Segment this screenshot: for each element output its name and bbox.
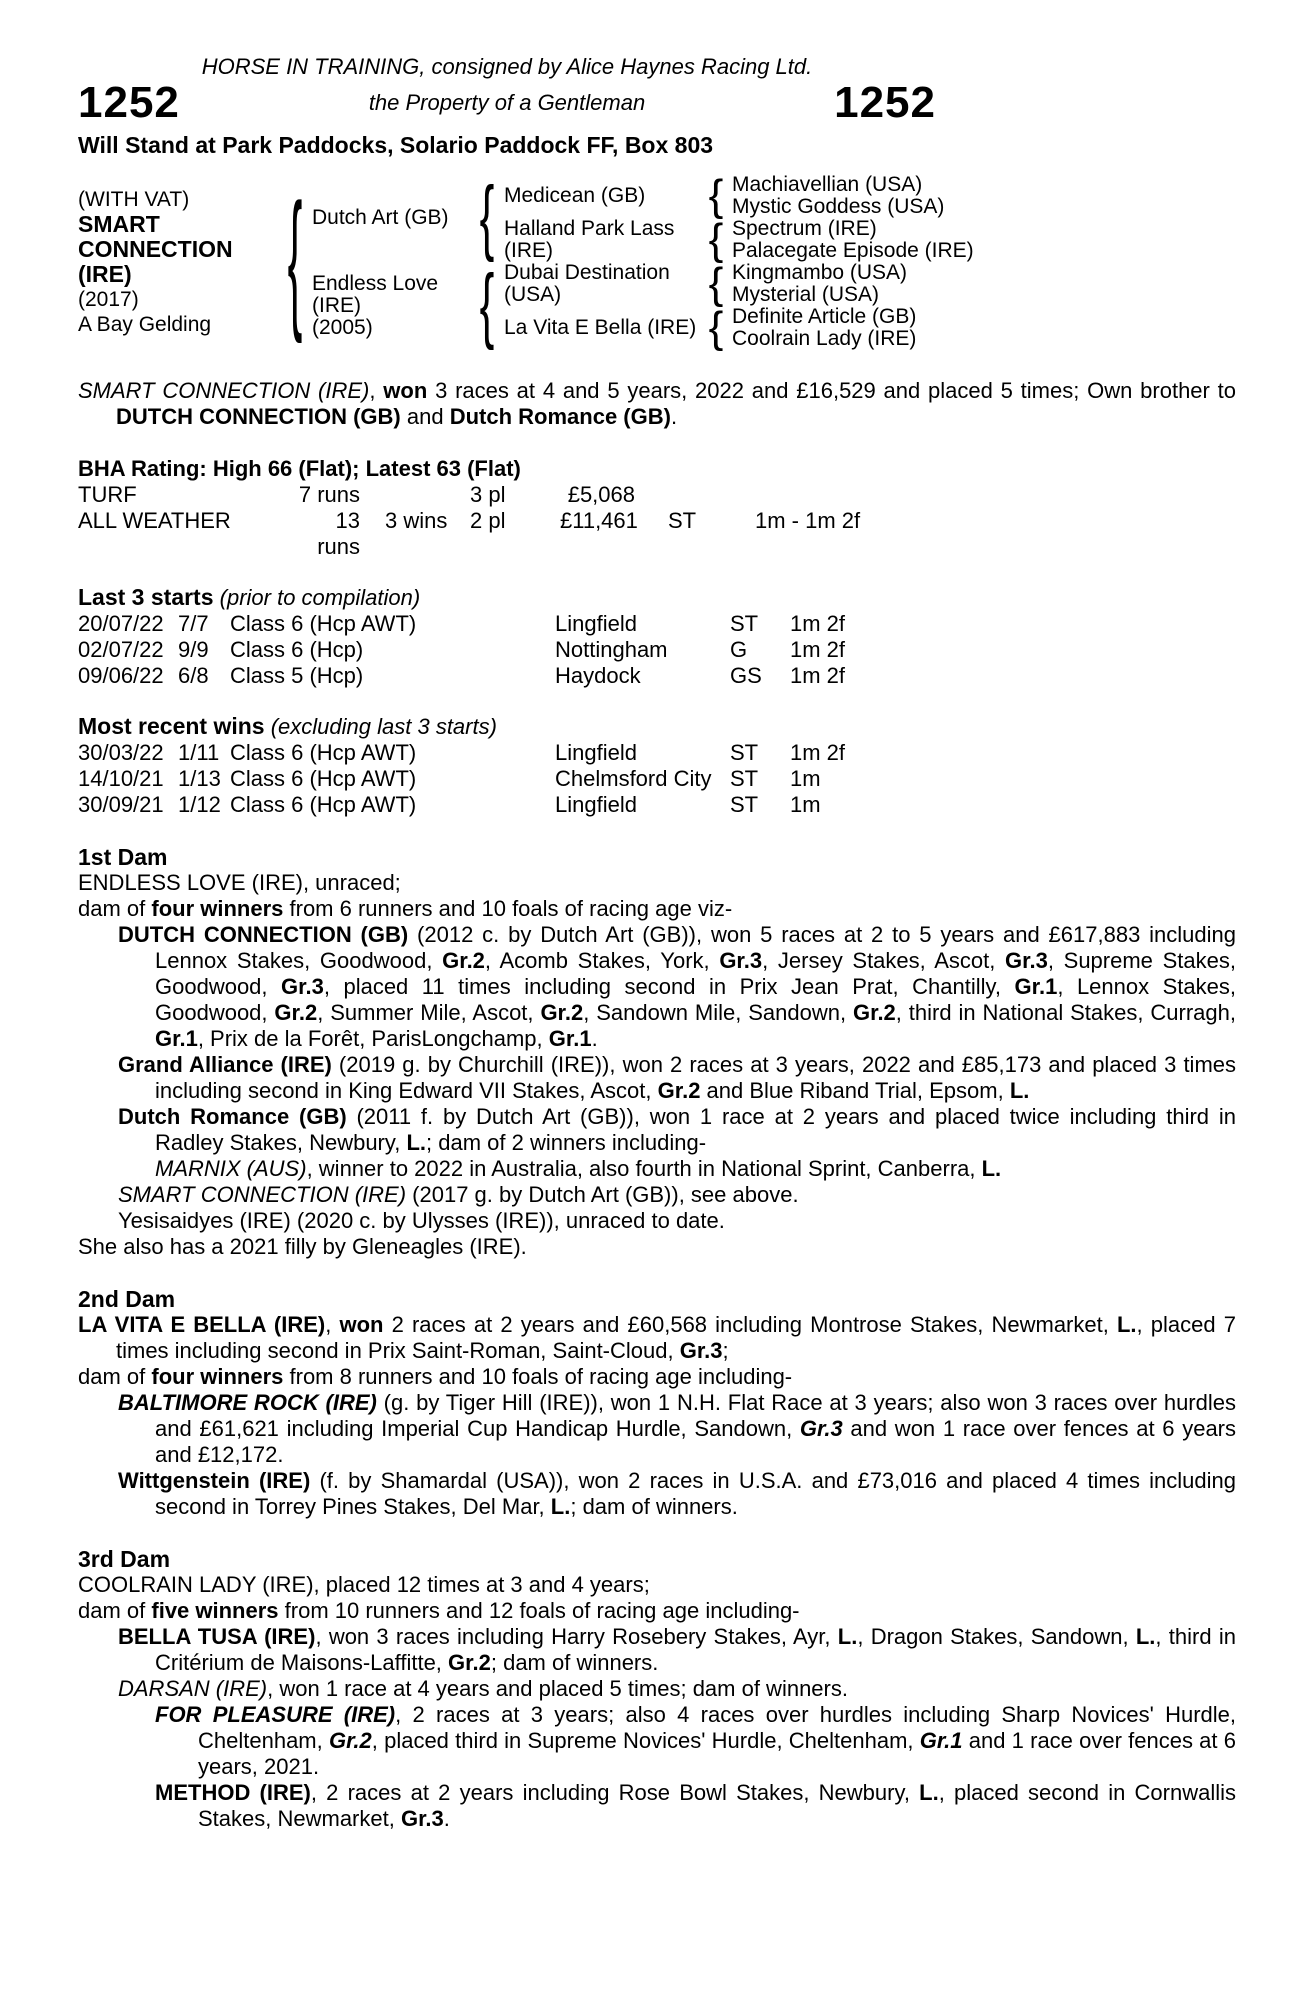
text-run: , placed 11 times including second in Prix Jean Prat, Chantilly, xyxy=(323,974,1015,999)
table-row xyxy=(78,663,1236,689)
text-run: and xyxy=(400,404,450,429)
text-run: L. xyxy=(550,1494,571,1519)
text-run: dam of xyxy=(78,1598,152,1623)
great-grandparent: Coolrain Lady (IRE) xyxy=(732,327,917,350)
table-cell: ST xyxy=(730,766,759,791)
text-run: Gr.2 xyxy=(448,1650,491,1675)
text-run: , placed 7 times including second in Prix Saint-Roman, Saint-Cloud, xyxy=(116,1312,1236,1363)
text-run: L. xyxy=(981,1156,1002,1181)
table-cell: £5,068 xyxy=(567,482,635,507)
text-run: , Summer Mile, Ascot, xyxy=(317,1000,541,1025)
text-run: from 10 runners and 12 foals of racing age including- xyxy=(278,1598,800,1623)
text-run: Gr.3 xyxy=(679,1338,723,1363)
text-run: and 1 race over fences at 6 years, 2021. xyxy=(198,1728,1236,1779)
table-cell: 1m 2f xyxy=(790,663,846,688)
text-run: FOR PLEASURE (IRE) xyxy=(155,1702,396,1727)
bha-table xyxy=(78,482,1236,560)
ancestor-name: Medicean (GB) xyxy=(504,184,646,207)
pedigree-brace-sire: { xyxy=(479,170,495,264)
text-run: Grand Alliance (IRE) xyxy=(118,1052,332,1077)
table-cell xyxy=(360,482,470,508)
table-row xyxy=(78,637,1236,663)
text-run: . xyxy=(591,1026,598,1051)
text-run: won xyxy=(383,378,428,403)
table-row xyxy=(78,611,1236,637)
pedigree-grandsire-1 xyxy=(504,185,700,207)
table-cell: 14/10/21 xyxy=(78,766,164,791)
text-run: ; dam of 2 winners including- xyxy=(426,1130,707,1155)
text-run: (f. by Shamardal (USA)), won 2 races in U.S.A. and £73,016 and placed 4 times including second in Torrey Pines Stakes, Del Mar, xyxy=(155,1468,1236,1519)
dam-heading: 2nd Dam xyxy=(78,1286,176,1312)
text-run: Gr.3 xyxy=(400,1806,444,1831)
pedigree-paragraph xyxy=(78,1780,1236,1832)
text-run: (2017 g. by Dutch Art (GB)), see above. xyxy=(406,1182,799,1207)
text-run: Gr.1 xyxy=(548,1026,592,1051)
horse-description: A Bay Gelding xyxy=(78,313,212,336)
pedigree-paragraph xyxy=(78,1702,1236,1780)
table-cell: £11,461 xyxy=(560,508,638,533)
horse-name-line2: CONNECTION (IRE) xyxy=(78,236,233,287)
table-cell: 1m xyxy=(790,766,821,791)
text-run: , third in Critérium de Maisons-Laffitte, xyxy=(155,1624,1236,1675)
pedigree-paragraph xyxy=(78,1312,1236,1364)
text-run: from 6 runners and 10 foals of racing age viz- xyxy=(283,896,733,921)
text-run: , winner to 2022 in Australia, also fourth in National Sprint, Canberra, xyxy=(306,1156,982,1181)
text-run: Gr.2 xyxy=(657,1078,701,1103)
table-cell: 7/7 xyxy=(178,611,209,636)
table-cell xyxy=(755,482,1236,508)
stand-location-line: Will Stand at Park Paddocks, Solario Paddock FF, Box 803 xyxy=(78,132,714,158)
text-run: Gr.3 xyxy=(719,948,763,973)
pedigree-brace-pair4: { xyxy=(708,303,724,352)
text-run: , xyxy=(369,378,384,403)
table-cell: 1m 2f xyxy=(790,611,846,636)
text-run: L. xyxy=(1135,1624,1156,1649)
table-cell: G xyxy=(730,637,748,662)
property-line: the Property of a Gentleman xyxy=(368,90,646,115)
text-run: She also has a 2021 filly by Gleneagles (IRE). xyxy=(78,1234,527,1259)
text-run: Gr.1 xyxy=(1014,974,1058,999)
pedigree-granddam-2 xyxy=(504,317,700,339)
text-run: ENDLESS LOVE (IRE), unraced; xyxy=(78,870,401,895)
last-starts-table xyxy=(78,611,1236,689)
table-cell: 30/03/22 xyxy=(78,740,164,765)
text-run: Gr.3 xyxy=(281,974,324,999)
lot-number-right: 1252 xyxy=(834,78,936,127)
text-run: , 2 races at 2 years including Rose Bowl Stakes, Newbury, xyxy=(310,1780,920,1805)
text-run: Dutch Romance (GB) xyxy=(118,1104,347,1129)
text-run: (2019 g. by Churchill (IRE)), won 2 races at 3 years, 2022 and £85,173 and placed 3 times including second in King Edward VII Stakes, Ascot, xyxy=(155,1052,1237,1103)
table-cell: 1/13 xyxy=(178,766,221,791)
pedigree-sire: Dutch Art (GB) xyxy=(312,206,449,229)
text-run: SMART CONNECTION (IRE) xyxy=(78,378,370,403)
table-cell: 1m xyxy=(790,792,821,817)
text-run: . xyxy=(443,1806,450,1831)
table-row xyxy=(78,482,1236,508)
great-grandparent: Mysterial (USA) xyxy=(732,283,880,306)
section-title: Most recent wins xyxy=(78,713,265,739)
table-cell: ST xyxy=(668,508,697,533)
table-cell: 02/07/22 xyxy=(78,637,164,662)
text-run: L. xyxy=(837,1624,858,1649)
race-record-summary xyxy=(78,378,1236,430)
dam-heading: 1st Dam xyxy=(78,844,168,870)
text-run: , Jersey Stakes, Ascot, xyxy=(762,948,1006,973)
text-run: Gr.3 xyxy=(799,1416,843,1441)
vat-note: (WITH VAT) xyxy=(78,188,190,211)
text-run: MARNIX (AUS) xyxy=(155,1156,307,1181)
pedigree-paragraph xyxy=(78,1598,1236,1624)
text-run: from 8 runners and 10 foals of racing age including- xyxy=(283,1364,793,1389)
text-run: L. xyxy=(1116,1312,1137,1337)
text-run: , 2 races at 3 years; also 4 races over hurdles including Sharp Novices' Hurdle, Cheltenham, xyxy=(198,1702,1236,1753)
pedigree-subject xyxy=(78,187,278,337)
foaling-year: (2017) xyxy=(78,288,139,311)
table-cell: 9/9 xyxy=(178,637,209,662)
text-run: (2011 f. by Dutch Art (GB)), won 1 race at 2 years and placed twice including third in Radley Stakes, Newbury, xyxy=(155,1104,1236,1155)
lot-number-left: 1252 xyxy=(78,78,180,127)
text-run: Gr.2 xyxy=(328,1728,372,1753)
pedigree-table xyxy=(78,170,1236,352)
table-cell: Class 6 (Hcp AWT) xyxy=(230,766,417,791)
table-cell: Class 6 (Hcp AWT) xyxy=(230,740,417,765)
table-cell: 1/11 xyxy=(178,740,220,765)
ancestor-name: La Vita E Bella (IRE) xyxy=(504,316,697,339)
great-grandparent: Mystic Goddess (USA) xyxy=(732,195,945,218)
table-cell: 1m 2f xyxy=(790,740,846,765)
text-run: Gr.2 xyxy=(540,1000,584,1025)
pedigree-dam xyxy=(312,273,470,339)
text-run: , Lennox Stakes, Goodwood, xyxy=(155,974,1236,1025)
table-cell: 1m 2f xyxy=(790,637,846,662)
text-run: , Supreme Stakes, Goodwood, xyxy=(155,948,1236,999)
table-cell: Class 6 (Hcp AWT) xyxy=(230,611,417,636)
text-run: SMART CONNECTION (IRE) xyxy=(118,1182,407,1207)
bha-rating-heading: BHA Rating: High 66 (Flat); Latest 63 (Flat) xyxy=(78,456,521,481)
text-run: DARSAN (IRE) xyxy=(118,1676,268,1701)
text-run: Yesisaidyes (IRE) (2020 c. by Ulysses (IRE)), unraced to date. xyxy=(118,1208,725,1233)
table-cell: Class 6 (Hcp AWT) xyxy=(230,792,417,817)
table-cell: TURF xyxy=(78,482,137,507)
text-run: ; dam of winners. xyxy=(570,1494,738,1519)
bha-rating-section xyxy=(78,456,1236,560)
pedigree-paragraph xyxy=(78,896,1236,922)
table-row xyxy=(78,766,1236,792)
great-grandparent: Kingmambo (USA) xyxy=(732,261,908,284)
text-run: Gr.1 xyxy=(155,1026,198,1051)
table-cell: Class 6 (Hcp) xyxy=(230,637,364,662)
text-run: Gr.3 xyxy=(1005,948,1048,973)
text-run: LA VITA E BELLA (IRE) xyxy=(78,1312,326,1337)
recent-wins-table xyxy=(78,740,1236,818)
text-run: METHOD (IRE) xyxy=(155,1780,311,1805)
table-row xyxy=(78,792,1236,818)
text-run: (2012 c. by Dutch Art (GB)), won 5 races at 2 to 5 years and £617,883 including Lennox Stakes, Goodwood, xyxy=(155,922,1236,973)
table-cell xyxy=(635,482,755,508)
text-run: BELLA TUSA (IRE) xyxy=(118,1624,316,1649)
dam-suffix: (IRE) xyxy=(312,294,361,317)
section-heading xyxy=(78,713,1236,740)
table-cell: 30/09/21 xyxy=(78,792,164,817)
text-run: dam of xyxy=(78,1364,152,1389)
pedigree-paragraph xyxy=(78,1390,1236,1468)
text-run: COOLRAIN LADY (IRE), placed 12 times at 3 and 4 years; xyxy=(78,1572,650,1597)
table-cell: Class 5 (Hcp) xyxy=(230,663,364,688)
table-cell: 1m - 1m 2f xyxy=(755,508,861,533)
text-run: 2 races at 2 years and £60,568 including Montrose Stakes, Newmarket, xyxy=(383,1312,1117,1337)
table-cell: 13 runs xyxy=(317,508,360,559)
text-run: won xyxy=(339,1312,384,1337)
table-cell: ST xyxy=(730,740,759,765)
table-cell: Lingfield xyxy=(555,792,637,817)
text-run: L. xyxy=(919,1780,939,1805)
text-run: and Blue Riband Trial, Epsom, xyxy=(700,1078,1010,1103)
table-cell: ST xyxy=(730,792,759,817)
pedigree-paragraph xyxy=(78,1208,1236,1234)
pedigree-brace-main: { xyxy=(287,174,303,346)
pedigree-brace-dam: { xyxy=(479,258,495,352)
table-cell: 7 runs xyxy=(298,482,360,507)
text-run: ; dam of winners. xyxy=(490,1650,659,1675)
table-cell: Chelmsford City xyxy=(555,766,712,791)
table-cell: ST xyxy=(730,611,759,636)
table-row xyxy=(78,508,1236,560)
dam-sections xyxy=(78,844,1236,1832)
text-run: ; xyxy=(722,1338,729,1363)
table-cell: 6/8 xyxy=(178,663,209,688)
text-run: Wittgenstein (IRE) xyxy=(118,1468,311,1493)
last-starts-section xyxy=(78,584,1236,689)
text-run: dam of xyxy=(78,896,152,921)
text-run: DUTCH CONNECTION (GB) xyxy=(118,922,409,947)
table-cell: Nottingham xyxy=(555,637,668,662)
ancestor-name: Halland Park Lass xyxy=(504,217,675,240)
ancestor-name: Dubai Destination xyxy=(504,261,670,284)
text-run: L. xyxy=(1009,1078,1030,1103)
great-grandparent: Palacegate Episode (IRE) xyxy=(732,239,974,262)
text-run: Gr.2 xyxy=(852,1000,896,1025)
text-run: , placed third in Supreme Novices' Hurdle, Cheltenham, xyxy=(371,1728,920,1753)
horse-name-line1: SMART xyxy=(78,211,160,237)
text-run: four winners xyxy=(151,1364,284,1389)
consignor-line: HORSE IN TRAINING, consigned by Alice Haynes Racing Ltd. xyxy=(201,54,813,79)
pedigree-paragraph xyxy=(78,1364,1236,1390)
pedigree-brace-pair2: { xyxy=(708,215,724,264)
lot-header-row xyxy=(78,78,936,127)
text-run: , Acomb Stakes, York, xyxy=(484,948,720,973)
text-run: DUTCH CONNECTION (GB) xyxy=(116,404,401,429)
great-grandparent: Machiavellian (USA) xyxy=(732,173,923,196)
text-run: L. xyxy=(406,1130,427,1155)
table-cell: 20/07/22 xyxy=(78,611,164,636)
text-run: Gr.2 xyxy=(274,1000,318,1025)
pedigree-grandsire-2 xyxy=(504,262,700,306)
dam-name: Endless Love xyxy=(312,272,439,295)
section-subtitle: (prior to compilation) xyxy=(219,585,421,610)
text-run: BALTIMORE ROCK (IRE) xyxy=(118,1390,377,1415)
text-run: , Dragon Stakes, Sandown, xyxy=(857,1624,1136,1649)
table-cell: 2 pl xyxy=(470,508,506,533)
pedigree-paragraph xyxy=(78,1052,1236,1104)
pedigree-paragraph xyxy=(78,1572,1236,1598)
table-cell: 3 pl xyxy=(470,482,506,507)
pedigree-granddam-1 xyxy=(504,218,700,262)
pedigree-paragraph xyxy=(78,1676,1236,1702)
table-cell: 1/12 xyxy=(178,792,221,817)
table-cell: 09/06/22 xyxy=(78,663,164,688)
text-run: and won 1 race over fences at 6 years and £12,172. xyxy=(155,1416,1236,1467)
pedigree-paragraph xyxy=(78,1156,1236,1182)
text-run: four winners xyxy=(151,896,284,921)
pedigree-paragraph xyxy=(78,922,1236,1052)
pedigree-paragraph xyxy=(78,870,1236,896)
text-run: , won 1 race at 4 years and placed 5 times; dam of winners. xyxy=(267,1676,848,1701)
pedigree-paragraph xyxy=(78,1234,1236,1260)
text-run: Gr.1 xyxy=(919,1728,963,1753)
text-run: . xyxy=(670,404,678,429)
table-cell: Haydock xyxy=(555,663,641,688)
text-run: (g. by Tiger Hill (IRE)), won 1 N.H. Flat Race at 3 years; also won 3 races over hurdles and £61,621 including Imperial Cup Handicap Hurdle, Sandown, xyxy=(155,1390,1236,1441)
great-grandparent: Definite Article (GB) xyxy=(732,305,917,328)
table-cell: ALL WEATHER xyxy=(78,508,231,533)
section-heading xyxy=(78,584,1236,611)
page-header xyxy=(78,54,936,127)
table-cell: Lingfield xyxy=(555,611,637,636)
table-cell: 3 wins xyxy=(385,508,448,533)
dam-year: (2005) xyxy=(312,316,373,339)
pedigree-paragraph xyxy=(78,1624,1236,1676)
text-run: five winners xyxy=(151,1598,279,1623)
pedigree-brace-pair1: { xyxy=(708,171,724,220)
dam-heading: 3rd Dam xyxy=(78,1546,171,1572)
ancestor-suffix: (IRE) xyxy=(504,239,553,262)
ancestor-suffix: (USA) xyxy=(504,283,562,306)
great-grandparent: Spectrum (IRE) xyxy=(732,217,877,240)
table-cell: GS xyxy=(730,663,762,688)
section-subtitle: (excluding last 3 starts) xyxy=(270,714,497,739)
pedigree-paragraph xyxy=(78,1182,1236,1208)
pedigree-brace-pair3: { xyxy=(708,259,724,308)
table-row xyxy=(78,740,1236,766)
text-run: , Prix de la Forêt, ParisLongchamp, xyxy=(197,1026,549,1051)
text-run: , won 3 races including Harry Rosebery Stakes, Ayr, xyxy=(315,1624,838,1649)
pedigree-paragraph xyxy=(78,1104,1236,1156)
text-run: , xyxy=(325,1312,340,1337)
text-run: Gr.2 xyxy=(442,948,485,973)
table-cell: Lingfield xyxy=(555,740,637,765)
pedigree-paragraph xyxy=(78,1468,1236,1520)
text-run: 3 races at 4 and 5 years, 2022 and £16,529 and placed 5 times; Own brother to xyxy=(427,378,1236,403)
text-run: Dutch Romance (GB) xyxy=(449,404,671,429)
text-run: , third in National Stakes, Curragh, xyxy=(895,1000,1236,1025)
recent-wins-section xyxy=(78,713,1236,818)
text-run: , placed second in Cornwallis Stakes, Newmarket, xyxy=(198,1780,1236,1831)
section-title: Last 3 starts xyxy=(78,584,214,610)
text-run: , Sandown Mile, Sandown, xyxy=(583,1000,853,1025)
